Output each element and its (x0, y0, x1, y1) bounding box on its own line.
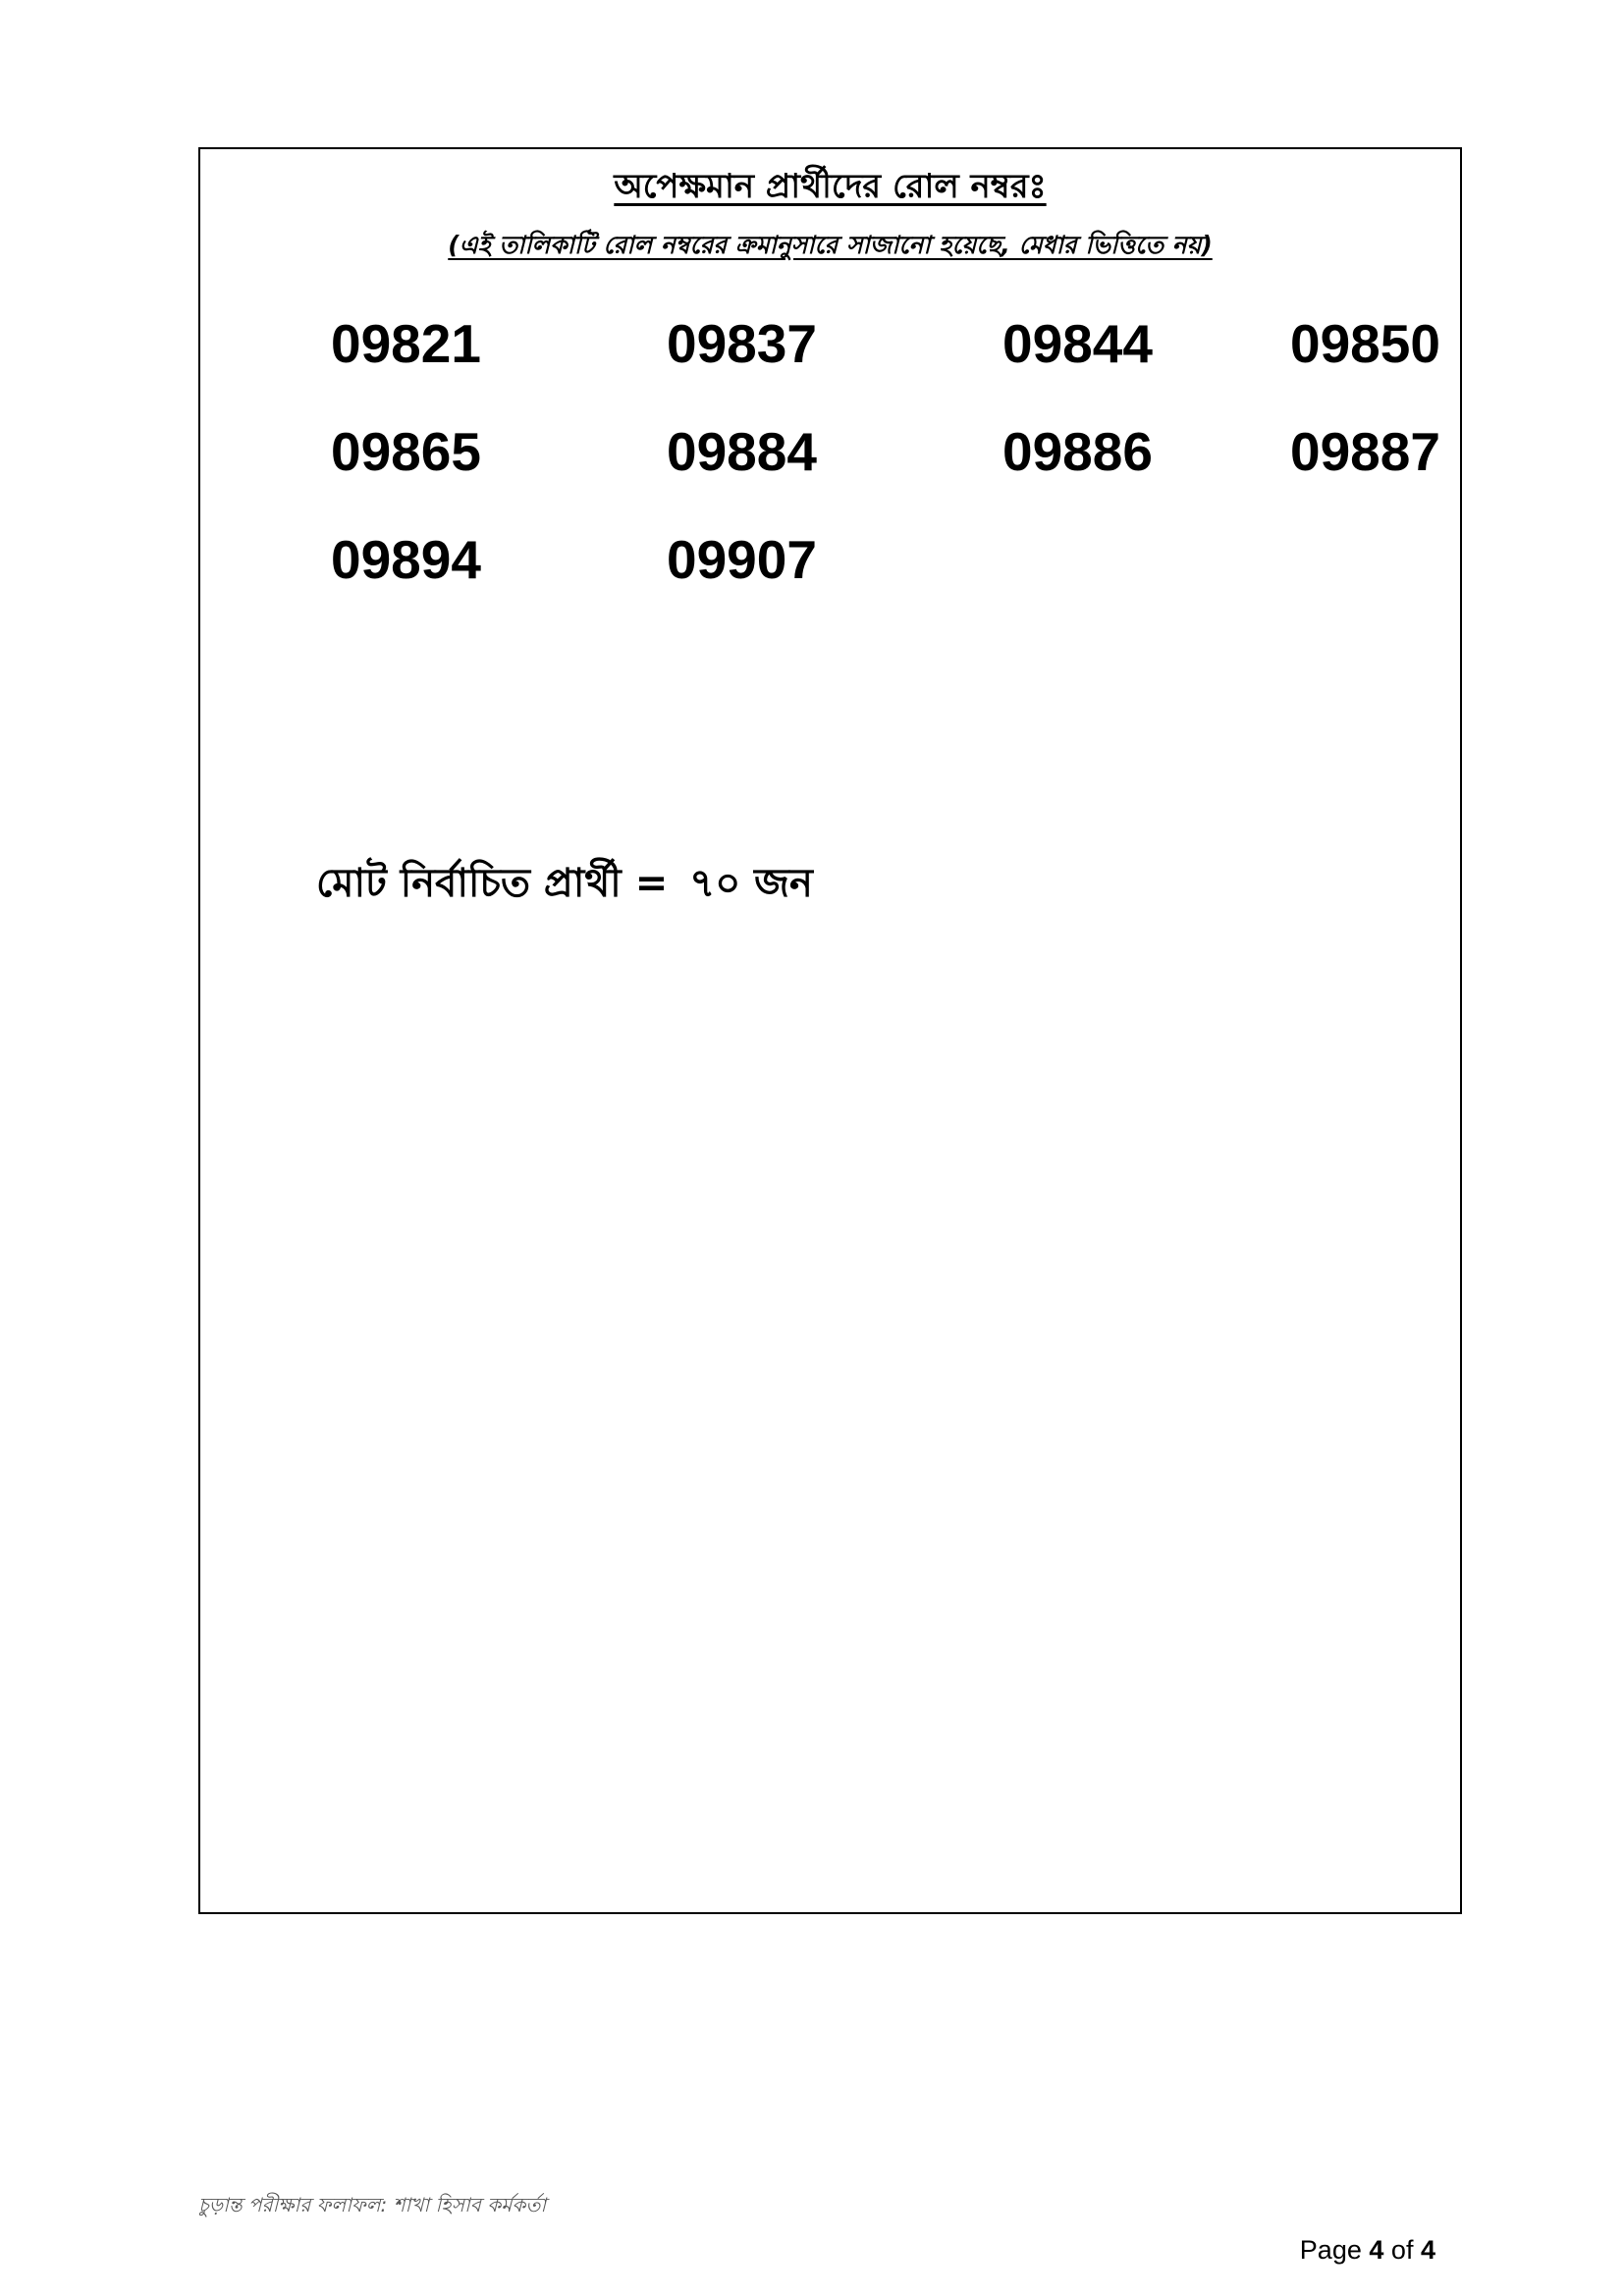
waiting-list-box (198, 147, 1462, 1914)
subheading-text: (এই তালিকাটি রোল নম্বরের ক্রমানুসারে সাজানো হয়েছে, মেধার ভিত্তিতে নয়) (448, 231, 1213, 259)
total-selected (316, 854, 813, 913)
page-number (1300, 2235, 1435, 2266)
page-of: of (1390, 2235, 1414, 2265)
roll-number: 09884 (667, 421, 817, 482)
heading-text: অপেক্ষমান প্রার্থীদের রোল নম্বরঃ (614, 167, 1047, 206)
roll-number: 09886 (1002, 421, 1153, 482)
footer-note: চুড়ান্ত পরীক্ষার ফলাফল: শাখা হিসাব কর্মকর্তা (198, 2193, 547, 2216)
page-prefix: Page (1299, 2235, 1362, 2265)
roll-number: 09837 (667, 313, 817, 374)
roll-number: 09821 (331, 313, 481, 374)
total-value: ৭০ জন (689, 861, 813, 906)
roll-number: 09844 (1002, 313, 1153, 374)
total-label: মোট নির্বাচিত প্রার্থী (316, 861, 622, 906)
roll-number: 09850 (1290, 313, 1440, 374)
equals-sign: = (634, 861, 669, 906)
roll-number: 09865 (331, 421, 481, 482)
page-total: 4 (1420, 2235, 1435, 2265)
roll-number: 09907 (667, 529, 817, 590)
roll-number: 09887 (1290, 421, 1440, 482)
page-title (200, 163, 1460, 210)
roll-number: 09894 (331, 529, 481, 590)
page-current: 4 (1369, 2235, 1384, 2265)
list-note (200, 226, 1460, 265)
